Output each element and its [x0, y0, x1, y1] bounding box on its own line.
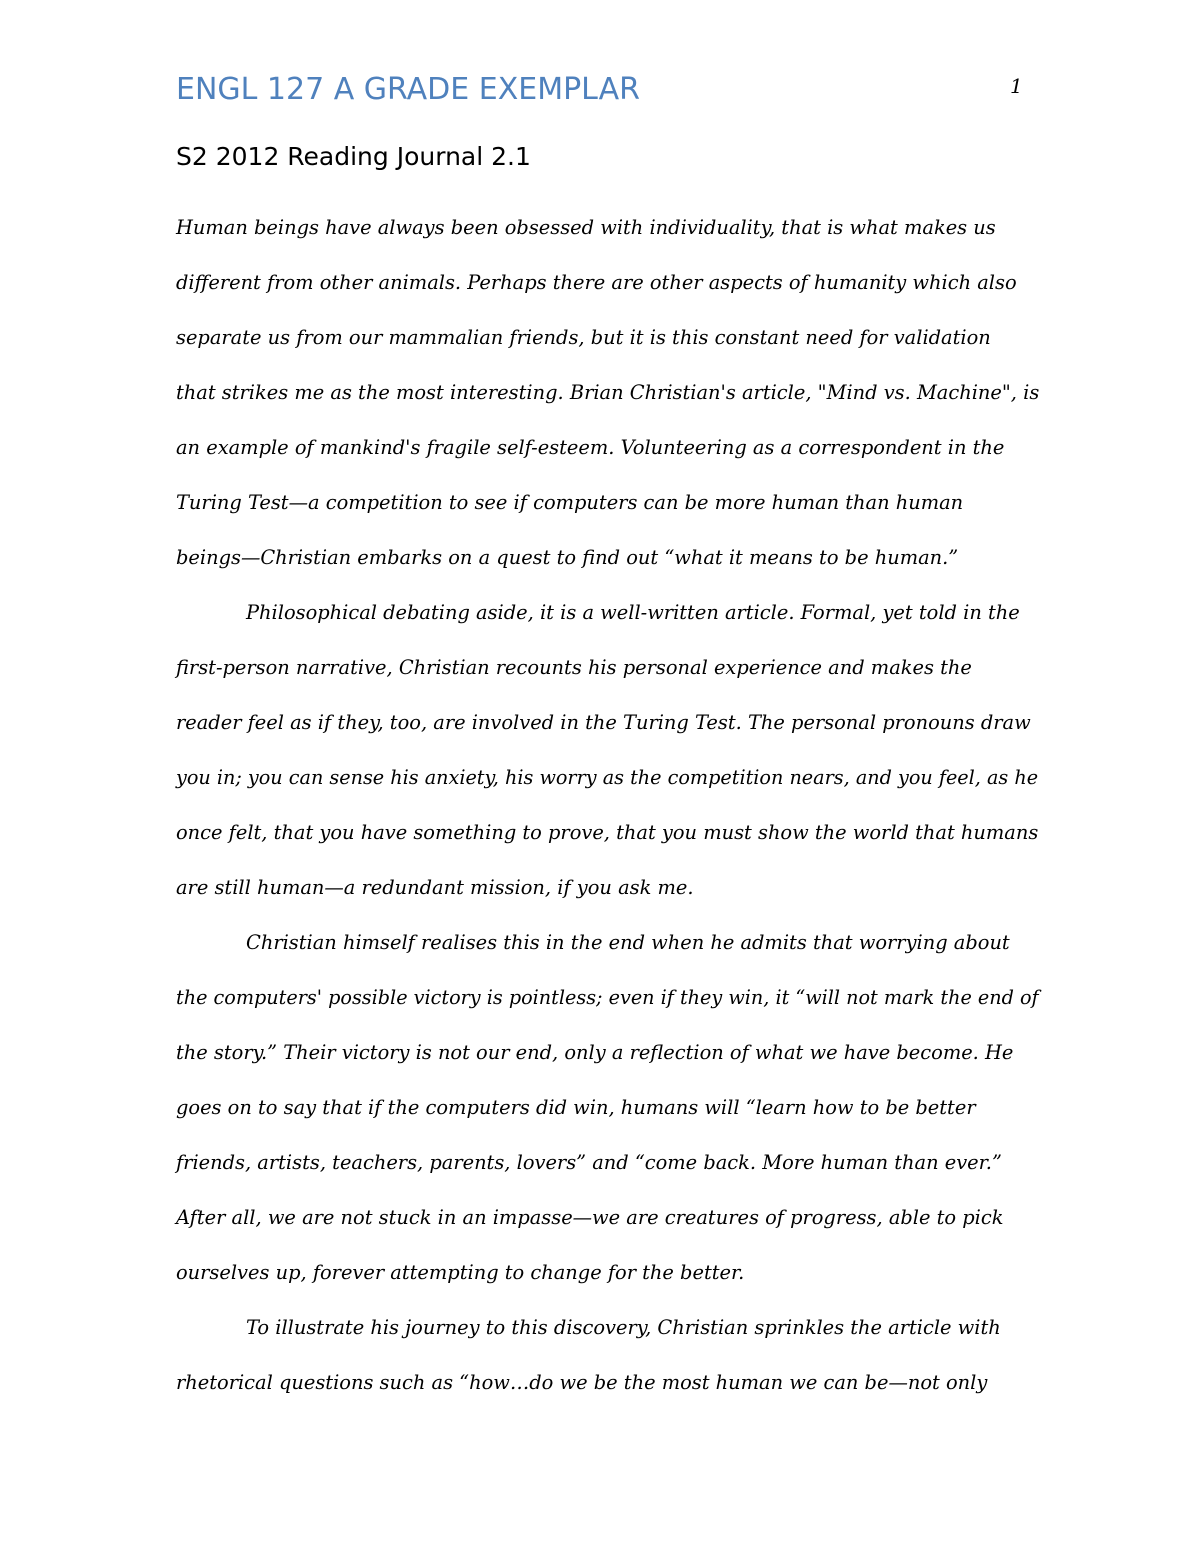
body-line: Turing Test—a competition to see if computers can be more human than human — [176, 491, 964, 514]
body-line: beings—Christian embarks on a quest to find out “what it means to be human.” — [176, 546, 959, 569]
body-line: the story.” Their victory is not our end, only a reflection of what we have become. He — [176, 1041, 1014, 1064]
body-line: goes on to say that if the computers did win, humans will “learn how to be better — [176, 1096, 976, 1119]
body-line: ourselves up, forever attempting to change for the better. — [176, 1261, 745, 1284]
body-line: Christian himself realises this in the end when he admits that worrying about — [246, 931, 1010, 954]
body-line: To illustrate his journey to this discovery, Christian sprinkles the article with — [246, 1316, 1001, 1339]
body-line: After all, we are not stuck in an impasse—we are creatures of progress, able to pick — [176, 1206, 1004, 1229]
body-text — [176, 200, 1046, 1410]
body-line: different from other animals. Perhaps there are other aspects of humanity which also — [176, 271, 1017, 294]
body-line: separate us from our mammalian friends, but it is this constant need for validation — [176, 326, 991, 349]
page-number: 1 — [1010, 74, 1023, 98]
body-line: once felt, that you have something to prove, that you must show the world that humans — [176, 821, 1039, 844]
body-line: Philosophical debating aside, it is a well-written article. Formal, yet told in the — [246, 601, 1020, 624]
header-title: ENGL 127 A GRADE EXEMPLAR — [176, 72, 640, 107]
body-line: the computers' possible victory is pointless; even if they win, it “will not mark the end of — [176, 986, 1039, 1009]
body-line: Human beings have always been obsessed with individuality, that is what makes us — [176, 216, 996, 239]
body-line: an example of mankind's fragile self-esteem. Volunteering as a correspondent in the — [176, 436, 1005, 459]
body-line: that strikes me as the most interesting. Brian Christian's article, "Mind vs. Machine", is — [176, 381, 1040, 404]
body-line: are still human—a redundant mission, if you ask me. — [176, 876, 694, 899]
body-line: first-person narrative, Christian recounts his personal experience and makes the — [176, 656, 972, 679]
body-line: reader feel as if they, too, are involved in the Turing Test. The personal pronouns draw — [176, 711, 1031, 734]
journal-title: S2 2012 Reading Journal 2.1 — [176, 142, 531, 171]
body-line: you in; you can sense his anxiety, his worry as the competition nears, and you feel, as he — [176, 766, 1039, 789]
body-line: rhetorical questions such as “how…do we be the most human we can be—not only — [176, 1371, 988, 1394]
body-line: friends, artists, teachers, parents, lovers” and “come back. More human than ever.” — [176, 1151, 1002, 1174]
